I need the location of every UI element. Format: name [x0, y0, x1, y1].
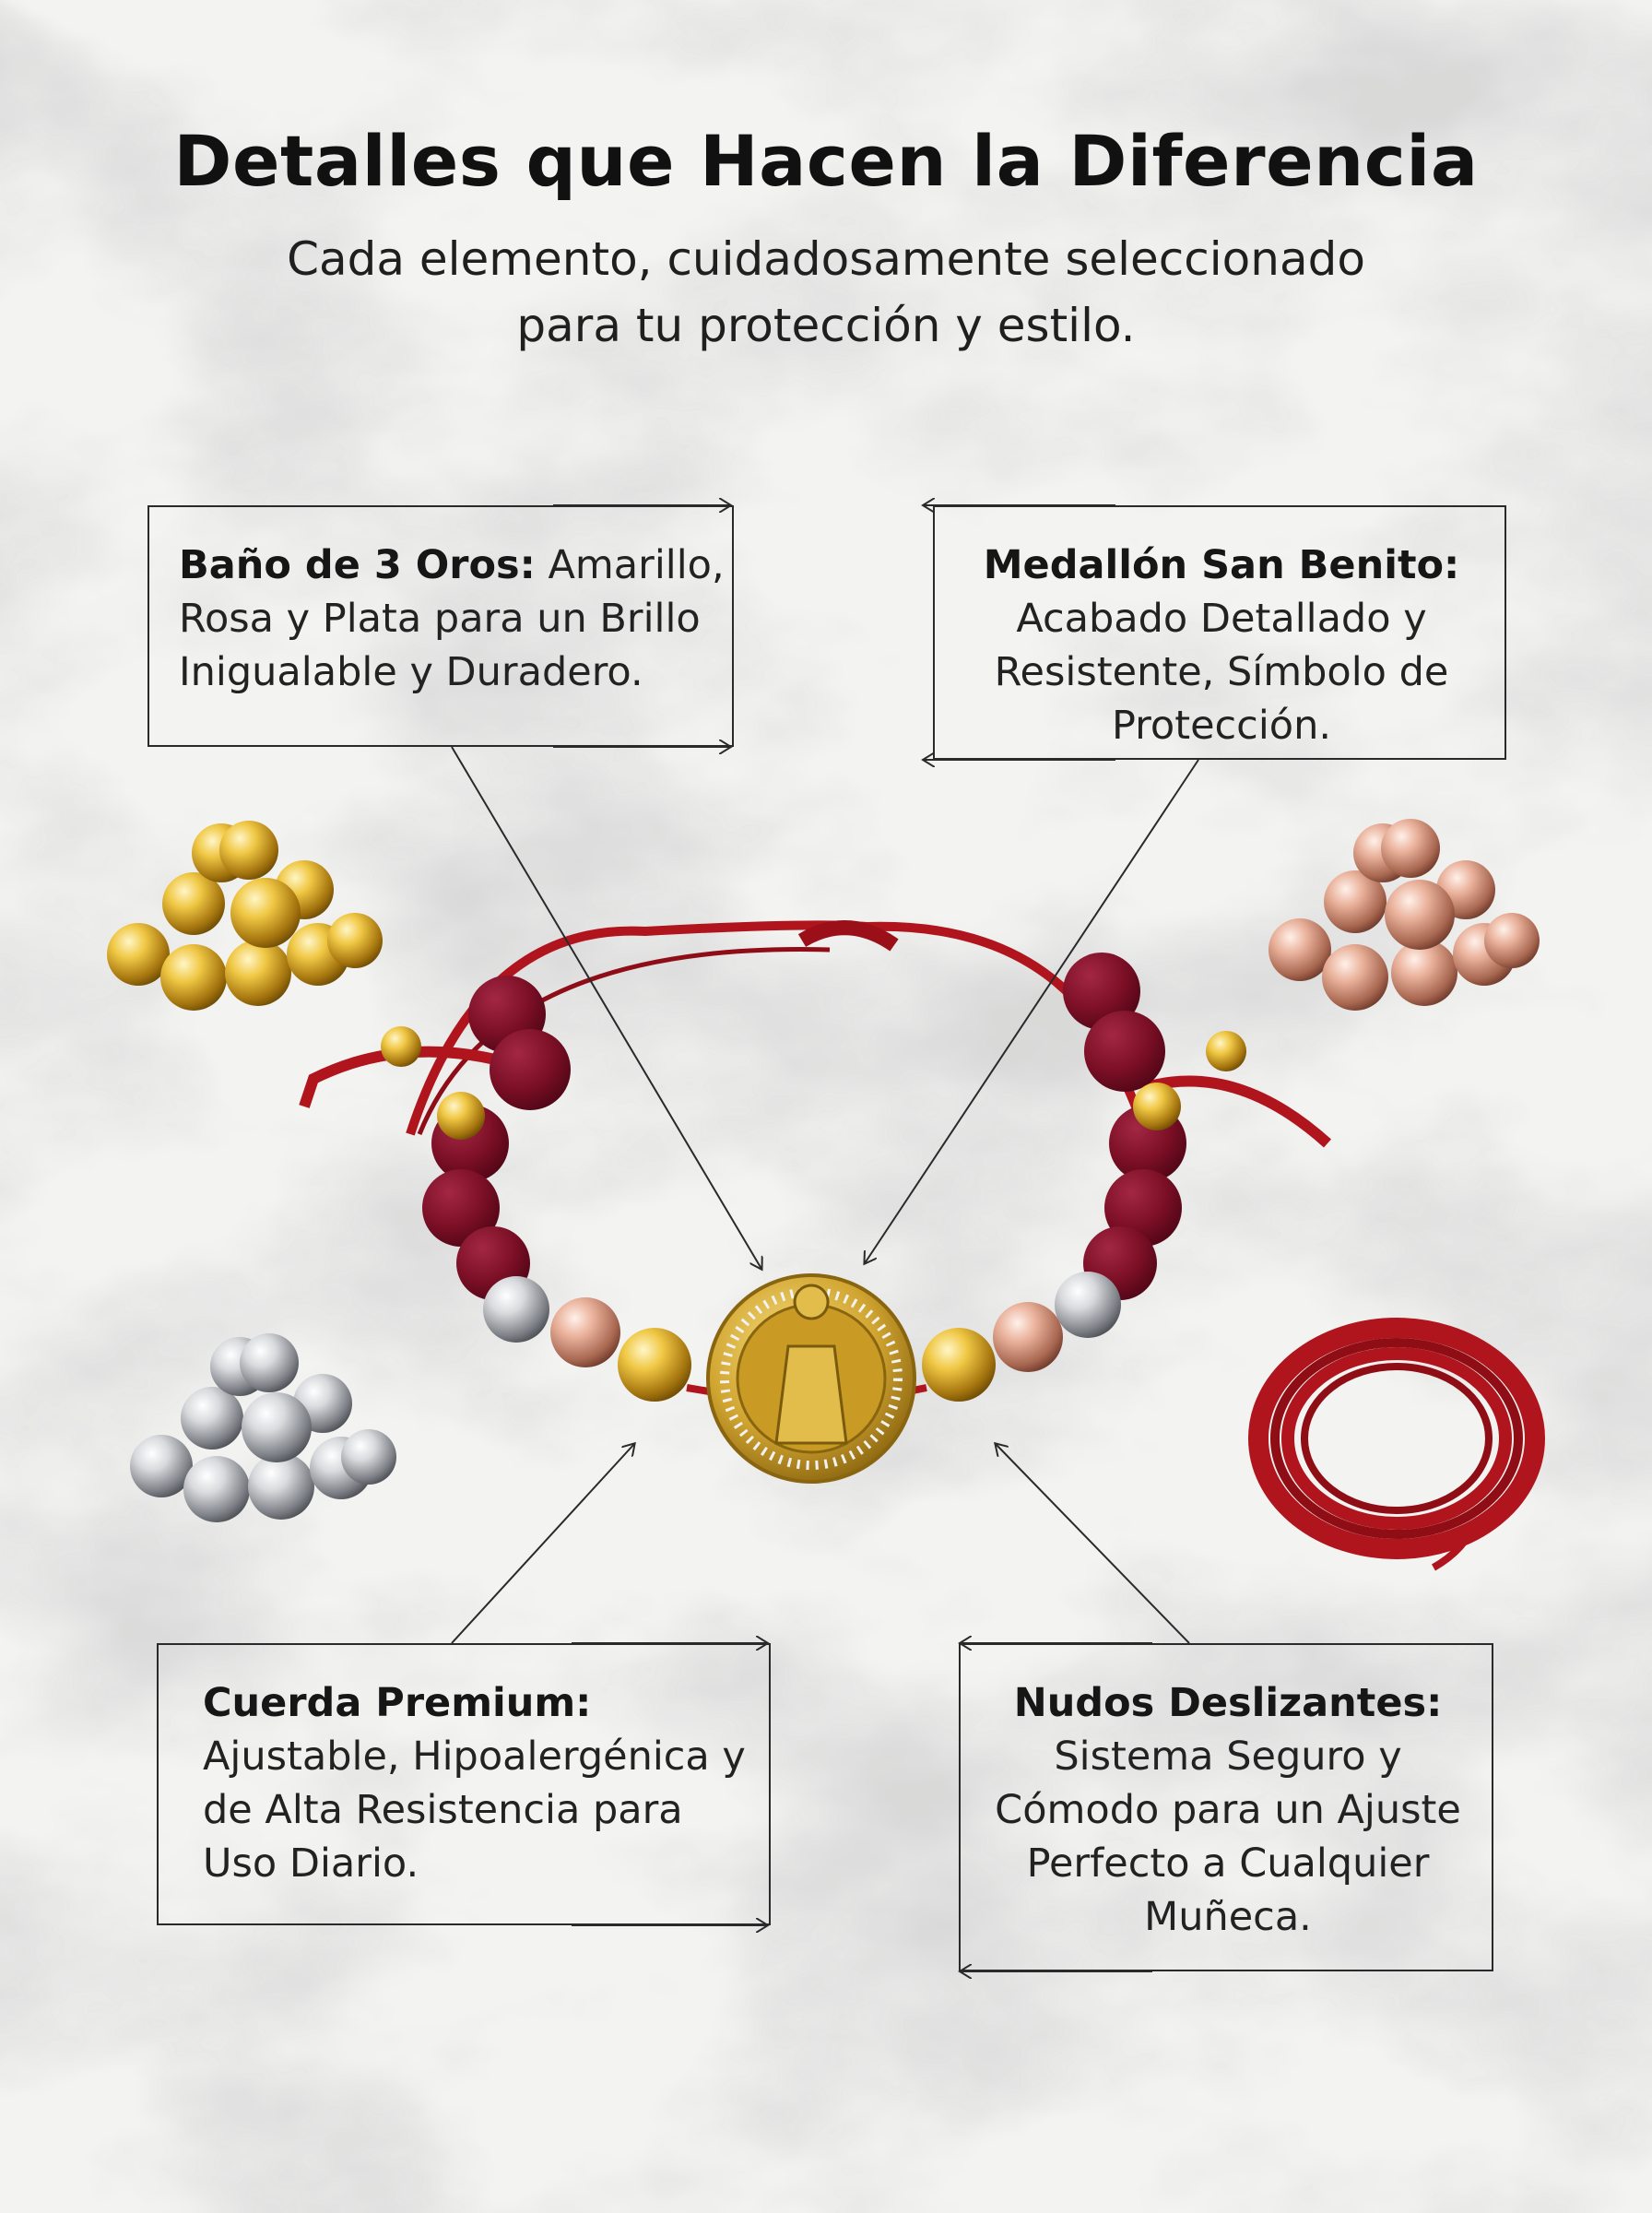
feature-text-cord: Ajustable, Hipoalergénica y de Alta Resistencia para Uso Diario. — [203, 1734, 746, 1887]
page-subtitle — [0, 226, 1652, 359]
feature-label-cord: Cuerda Premium: — [203, 1680, 592, 1726]
header — [0, 120, 1652, 359]
feature-label-bath: Baño de 3 Oros: — [179, 542, 536, 588]
subtitle-line-1: Cada elemento, cuidadosamente seleccionado — [287, 232, 1365, 286]
feature-text-knots: Sistema Seguro y Cómodo para un Ajuste Perfecto a Cualquier Muñeca. — [995, 1734, 1461, 1940]
feature-box-cord — [157, 1643, 771, 1925]
page-title: Detalles que Hacen la Diferencia — [173, 120, 1479, 202]
feature-label-medallion: Medallón San Benito: — [983, 542, 1460, 588]
feature-text-medallion: Acabado Detallado y Resistente, Símbolo de Protección. — [994, 596, 1449, 749]
feature-label-knots: Nudos Deslizantes: — [1013, 1680, 1443, 1726]
subtitle-line-2: para tu protección y estilo. — [516, 299, 1136, 352]
feature-box-bath — [148, 505, 734, 747]
feature-box-knots — [959, 1643, 1493, 1971]
feature-box-medallion — [933, 505, 1506, 760]
feature-text-bath: Amarillo, Rosa y Plata para un Brillo Inigualable y Duradero. — [179, 542, 725, 695]
